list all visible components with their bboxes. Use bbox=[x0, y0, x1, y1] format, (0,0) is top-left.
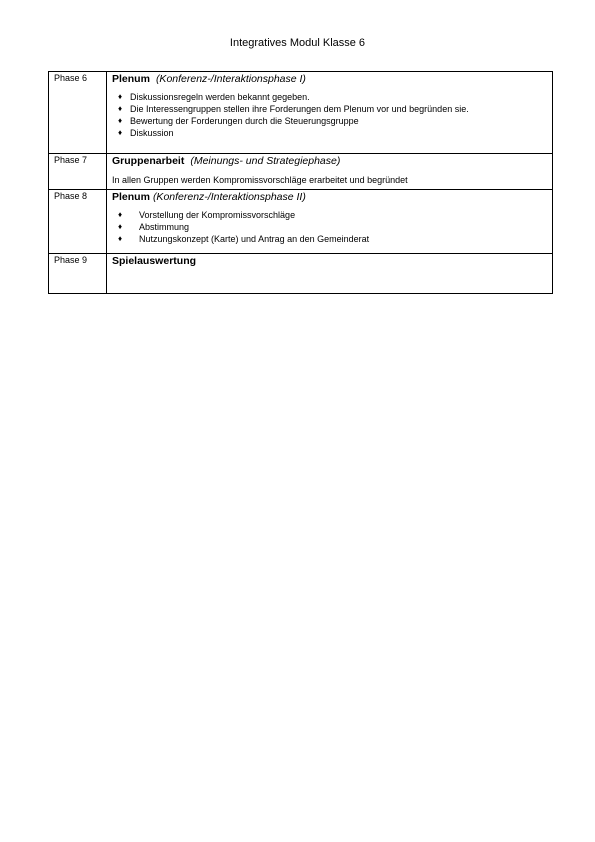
table-row bbox=[49, 254, 553, 294]
phase-content bbox=[107, 154, 553, 190]
phase-subtitle: (Meinungs- und Strategiephase) bbox=[190, 155, 341, 167]
phase-content bbox=[107, 72, 553, 154]
list-item: ♦ Nutzungskonzept (Karte) und Antrag an den Gemeinderat bbox=[118, 234, 370, 244]
phase-content bbox=[107, 254, 553, 294]
table-row bbox=[49, 154, 553, 190]
diamond-bullet-icon: ♦ bbox=[118, 210, 123, 219]
diamond-bullet-icon: ♦ bbox=[118, 92, 123, 101]
phases-table bbox=[48, 71, 553, 294]
list-item: ♦ Abstimmung bbox=[118, 222, 190, 232]
bullet-list bbox=[112, 91, 552, 139]
diamond-bullet-icon: ♦ bbox=[118, 222, 123, 231]
phase-content bbox=[107, 190, 553, 254]
table-row bbox=[49, 190, 553, 254]
list-item: ♦ Diskussion bbox=[118, 128, 174, 138]
phase-label: Phase 6 bbox=[49, 72, 107, 154]
phase-title: Gruppenarbeit bbox=[112, 155, 185, 167]
list-item: ♦ Die Interessengruppen stellen ihre Forderungen dem Plenum vor und begründen sie. bbox=[118, 104, 469, 114]
phase-label: Phase 9 bbox=[49, 254, 107, 294]
phase-subtitle: (Konferenz-/Interaktionsphase II) bbox=[152, 191, 306, 203]
phase-description: In allen Gruppen werden Kompromissvorschläge erarbeitet und begründet bbox=[112, 175, 408, 185]
list-item: ♦ Diskussionsregeln werden bekannt gegeben. bbox=[118, 92, 310, 102]
phase-title: Plenum bbox=[112, 73, 150, 85]
phase-heading bbox=[112, 73, 552, 86]
diamond-bullet-icon: ♦ bbox=[118, 234, 123, 243]
phase-heading bbox=[112, 255, 552, 268]
page-title: Integratives Modul Klasse 6 bbox=[229, 37, 366, 49]
phase-heading bbox=[112, 191, 552, 204]
diamond-bullet-icon: ♦ bbox=[118, 128, 123, 137]
phase-heading bbox=[112, 155, 552, 168]
bullet-list bbox=[112, 209, 552, 245]
phase-title: Spielauswertung bbox=[112, 255, 197, 267]
table-row bbox=[49, 72, 553, 154]
diamond-bullet-icon: ♦ bbox=[118, 116, 123, 125]
phase-title: Plenum bbox=[112, 191, 150, 203]
phase-label: Phase 8 bbox=[49, 190, 107, 254]
list-item: ♦ Bewertung der Forderungen durch die Steuerungsgruppe bbox=[118, 116, 359, 126]
list-item: ♦ Vorstellung der Kompromissvorschläge bbox=[118, 210, 296, 220]
phase-label: Phase 7 bbox=[49, 154, 107, 190]
diamond-bullet-icon: ♦ bbox=[118, 104, 123, 113]
phase-subtitle: (Konferenz-/Interaktionsphase I) bbox=[155, 73, 306, 85]
